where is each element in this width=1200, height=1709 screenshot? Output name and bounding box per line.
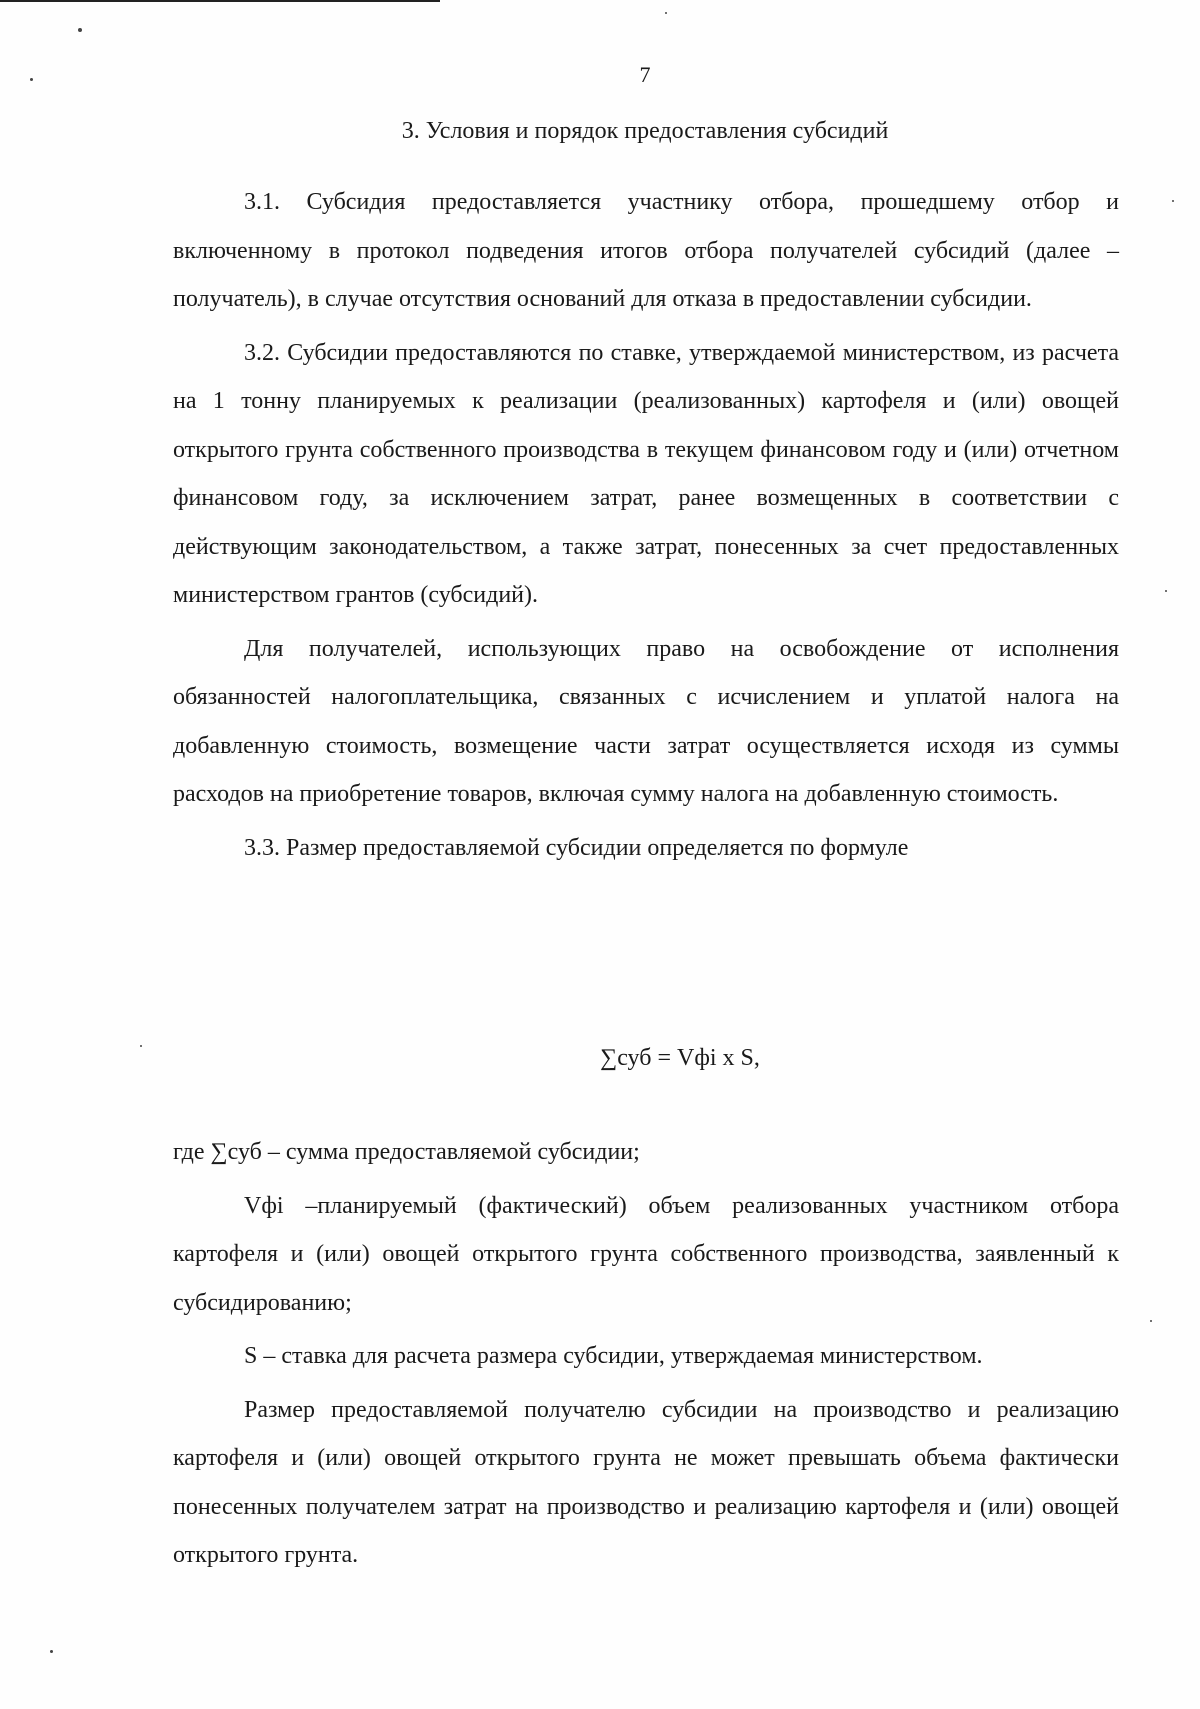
paragraph-limit: Размер предоставляемой получателю субсидии на производство и реализацию картофеля и (или) овощей открытого грунта не может превышать объема фактически понесенных получателем затрат на производство и реализацию картофеля и (или) овощей открытого грунта. <box>173 1396 1119 1568</box>
scan-speck <box>140 1045 142 1047</box>
paragraph-3-1: 3.1. Субсидия предоставляется участнику отбора, прошедшему отбор и включенному в протокол подведения итогов отбора получателей субсидий (далее – получатель), в случае отсутствия оснований для отказа в предоставлении субсидии. <box>173 189 1119 312</box>
scan-speck <box>1150 1320 1152 1322</box>
scan-speck <box>50 1650 53 1653</box>
where-line: где ∑суб – сумма предоставляемой субсидии; <box>173 1139 640 1165</box>
scan-speck <box>78 28 82 32</box>
scan-speck <box>1172 200 1174 202</box>
paragraph-s-definition: S – ставка для расчета размера субсидии, утверждаемая министерством. <box>244 1343 983 1369</box>
paragraph-3-3: 3.3. Размер предоставляемой субсидии определяется по формуле <box>244 834 909 861</box>
top-rule <box>0 0 440 2</box>
page-number: 7 <box>639 62 651 87</box>
body-block-after-formula <box>173 1128 1119 1580</box>
paragraph-vat: Для получателей, использующих право на освобождение от исполнения обязанностей налогоплательщика, связанных с исчислением и уплатой налога на добавленную стоимость, возмещение части затрат осуществляется исходя из суммы расходов на приобретение товаров, включая сумму налога на добавленную стоимость. <box>173 635 1119 807</box>
body-block-before-formula <box>173 178 1119 872</box>
scan-speck <box>1165 590 1167 592</box>
subsidy-formula: ∑суб = Vфi x S, <box>600 1045 760 1071</box>
paragraph-vfi-definition: Vфi –планируемый (фактический) объем реализованных участником отбора картофеля и (или) овощей открытого грунта собственного производства, заявленный к субсидированию; <box>173 1192 1119 1316</box>
scan-speck <box>30 78 33 81</box>
paragraph-3-2: 3.2. Субсидии предоставляются по ставке, утверждаемой министерством, из расчета на 1 тонну планируемых к реализации (реализованных) картофеля и (или) овощей открытого грунта собственного производства в текущем финансовом году и (или) отчетном финансовом году, за исключением затрат, ранее возмещенных в соответствии с действующим законодательством, а также затрат, понесенных за счет предоставленных министерством грантов (субсидий). <box>173 339 1119 608</box>
section-title: 3. Условия и порядок предоставления субсидий <box>401 118 889 144</box>
scan-speck <box>665 12 667 14</box>
